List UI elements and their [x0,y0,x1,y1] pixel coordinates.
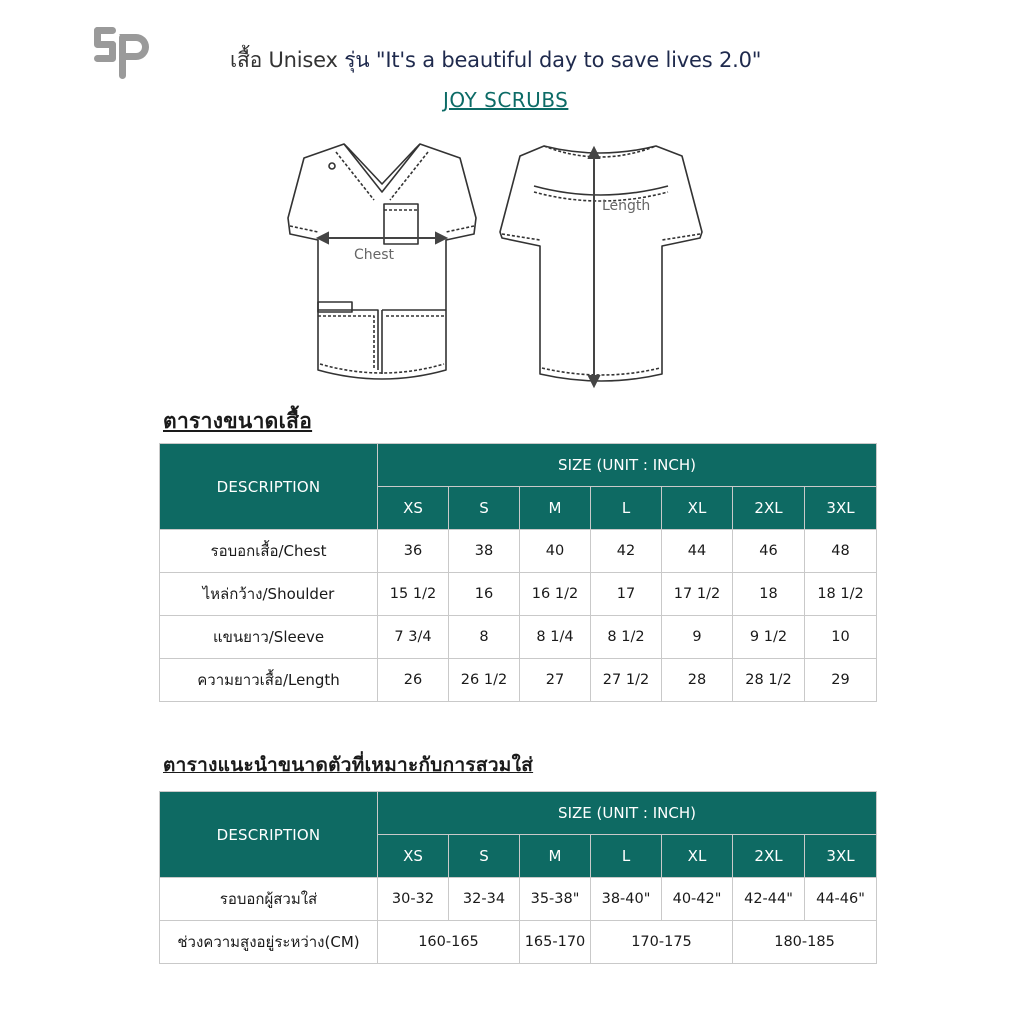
size-chart-table [159,443,877,702]
table-cell: 40 [520,530,591,573]
table-cell: 7 3/4 [378,616,449,659]
size-header: 2XL [733,487,805,530]
brand-name: JOY SCRUBS [443,88,569,112]
table-cell: 8 [449,616,520,659]
table-row [160,659,877,702]
length-label: Length [602,198,651,214]
size-header: S [449,487,520,530]
table-cell: 170-175 [591,921,733,964]
table-cell: 15 1/2 [378,573,449,616]
table-cell: 40-42" [662,878,733,921]
table-row [160,878,877,921]
table-row [160,921,877,964]
table-cell: 9 1/2 [733,616,805,659]
table-cell: 17 1/2 [662,573,733,616]
table-cell: 165-170 [520,921,591,964]
size-header: S [449,835,520,878]
fit-chart-table [159,791,877,964]
size-header: L [591,487,662,530]
row-label: รอบอกผู้สวมใส่ [160,878,378,921]
table-row [160,616,877,659]
table-cell: 38-40" [591,878,662,921]
row-label: ไหล่กว้าง/Shoulder [160,573,378,616]
table-cell: 28 [662,659,733,702]
table-cell: 29 [805,659,877,702]
desc-header: DESCRIPTION [160,444,378,530]
size-chart-title: ตารางขนาดเสื้อ [163,409,313,433]
table-cell: 42-44" [733,878,805,921]
size-header: M [520,487,591,530]
size-header: XL [662,835,733,878]
size-header: L [591,835,662,878]
table-cell: 27 [520,659,591,702]
table-cell: 36 [378,530,449,573]
row-label: แขนยาว/Sleeve [160,616,378,659]
table-cell: 18 1/2 [805,573,877,616]
table-cell: 8 1/4 [520,616,591,659]
size-header: XS [378,835,449,878]
shirt-back-diagram [496,138,706,390]
table-cell: 26 1/2 [449,659,520,702]
table-row [160,573,877,616]
page-title [230,44,850,77]
table-cell: 38 [449,530,520,573]
table-cell: 42 [591,530,662,573]
table-cell: 8 1/2 [591,616,662,659]
size-header: XL [662,487,733,530]
table-cell: 30-32 [378,878,449,921]
table-cell: 18 [733,573,805,616]
size-header: 2XL [733,835,805,878]
table-cell: 26 [378,659,449,702]
table-cell: 46 [733,530,805,573]
table-cell: 10 [805,616,877,659]
size-header: M [520,835,591,878]
desc-header: DESCRIPTION [160,792,378,878]
table-cell: 35-38" [520,878,591,921]
chest-label: Chest [354,247,395,263]
table-row [160,530,877,573]
table-cell: 28 1/2 [733,659,805,702]
table-cell: 27 1/2 [591,659,662,702]
size-header: 3XL [805,487,877,530]
unit-header: SIZE (UNIT : INCH) [378,444,877,487]
size-header: XS [378,487,449,530]
brand-logo-icon [92,24,152,84]
table-cell: 32-34 [449,878,520,921]
fit-chart-title: ตารางแนะนำขนาดตัวที่เหมาะกับการสวมใส่ [163,754,534,776]
shirt-front-diagram [284,138,480,390]
row-label: รอบอกเสื้อ/Chest [160,530,378,573]
title-prefix: เสื้อ Unisex [230,48,345,72]
row-label: ช่วงความสูงอยู่ระหว่าง(CM) [160,921,378,964]
table-cell: 160-165 [378,921,520,964]
table-cell: 44-46" [805,878,877,921]
table-cell: 16 1/2 [520,573,591,616]
title-main: รุ่น "It's a beautiful day to save lives 2.0" [344,48,762,72]
size-header: 3XL [805,835,877,878]
table-cell: 48 [805,530,877,573]
table-cell: 180-185 [733,921,877,964]
row-label: ความยาวเสื้อ/Length [160,659,378,702]
table-cell: 17 [591,573,662,616]
table-cell: 44 [662,530,733,573]
table-cell: 16 [449,573,520,616]
unit-header: SIZE (UNIT : INCH) [378,792,877,835]
table-cell: 9 [662,616,733,659]
